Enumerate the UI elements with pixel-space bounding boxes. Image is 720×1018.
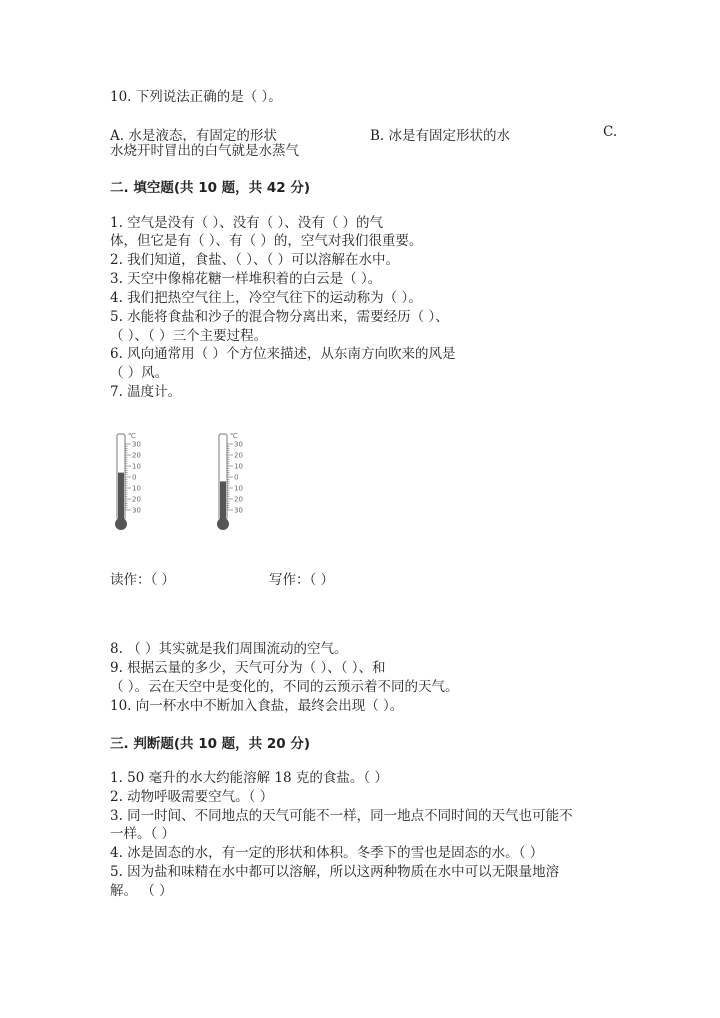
thermometer-1-bulb [115,518,127,530]
thermometer-scale-label: 0 [234,473,239,482]
thermometer-1-column [118,473,124,524]
s2-q3: 3. 天空中像棉花糖一样堆积着的白云是（ ）。 [110,271,382,287]
q10-stem: 10. 下列说法正确的是（ ）。 [110,89,282,105]
s3-q5-line1: 5. 因为盐和味精在水中都可以溶解，所以这两种物质在水中可以无限量地溶 [110,864,560,880]
s2-q1-line1: 1. 空气是没有（ ）、没有（ ）、没有（ ）的气 [110,215,384,231]
thermometer-scale-label: 20 [234,451,243,460]
thermometer-scale-label: 30 [234,506,243,515]
thermometer-scale-label: 20 [234,495,243,504]
s2-q6-line1: 6. 风向通常用（ ）个方位来描述，从东南方向吹来的风是 [110,346,456,362]
thermometer-scale-label: 0 [132,473,137,482]
s2-q9-line2: （ ）。云在天空中是变化的，不同的云预示着不同的天气。 [110,679,459,695]
thermometer-scale-label: 30 [132,440,141,449]
thermometer-1-unit: ℃ [128,432,136,440]
thermometer-2 [214,430,264,536]
s2-q10: 10. 向一杯水中不断加入食盐，最终会出现（ ）。 [110,698,404,714]
thermometer-scale-label: 20 [132,451,141,460]
s2-q6-line2: （ ）风。 [110,365,169,381]
section-2-heading: 二. 填空题(共 10 题，共 42 分) [110,180,311,196]
s3-q3-line2: 一样。（ ） [110,826,176,842]
q10-option-a: A. 水是液态，有固定的形状 [110,128,277,144]
s2-q1-line2: 体，但它是有（ ）、有（ ）的，空气对我们很重要。 [110,233,423,249]
thermometer-1 [112,430,162,536]
write-label: 写作：（ ） [269,572,335,588]
section-3-heading: 三. 判断题(共 10 题，共 20 分) [110,736,311,752]
thermometer-scale-label: 10 [234,462,243,471]
s3-q5-line2: 解。 （ ） [110,883,173,899]
q10-option-c-label: C. [603,124,618,140]
s3-q1: 1. 50 毫升的水大约能溶解 18 克的食盐。（ ） [110,770,388,786]
s3-q3-line1: 3. 同一时间、不同地点的天气可能不一样，同一地点不同时间的天气也可能不 [110,808,573,824]
s2-q2: 2. 我们知道，食盐、（ ）、（ ）可以溶解在水中。 [110,252,400,268]
s3-q2: 2. 动物呼吸需要空气。（ ） [110,789,274,805]
s3-q4: 4. 冰是固态的水，有一定的形状和体积。冬季下的雪也是固态的水。（ ） [110,845,544,861]
s2-q5-line2: （ ）、（ ）三个主要过程。 [110,328,268,344]
s2-q8: 8. （ ）其实就是我们周围流动的空气。 [110,641,348,657]
s2-q4: 4. 我们把热空气往上，冷空气往下的运动称为（ ）。 [110,290,422,306]
s2-q9-line1: 9. 根据云量的多少，天气可分为（ ）、（ ）、和 [110,660,386,676]
thermometer-2-bulb [217,518,229,530]
thermometer-2-unit: ℃ [230,432,238,440]
q10-option-c-text: 水烧开时冒出的白气就是水蒸气 [110,143,299,159]
s2-q5-line1: 5. 水能将食盐和沙子的混合物分离出来，需要经历（ ）、 [110,309,449,325]
s2-q7: 7. 温度计。 [110,384,182,400]
q10-option-b: B. 冰是有固定形状的水 [370,128,511,144]
thermometer-scale-label: 10 [132,484,141,493]
thermometer-scale-label: 30 [234,440,243,449]
thermometer-2-column [220,481,226,524]
read-label: 读作：（ ） [110,572,176,588]
thermometer-scale-label: 10 [234,484,243,493]
thermometer-scale-label: 30 [132,506,141,515]
thermometer-scale-label: 20 [132,495,141,504]
thermometer-scale-label: 10 [132,462,141,471]
